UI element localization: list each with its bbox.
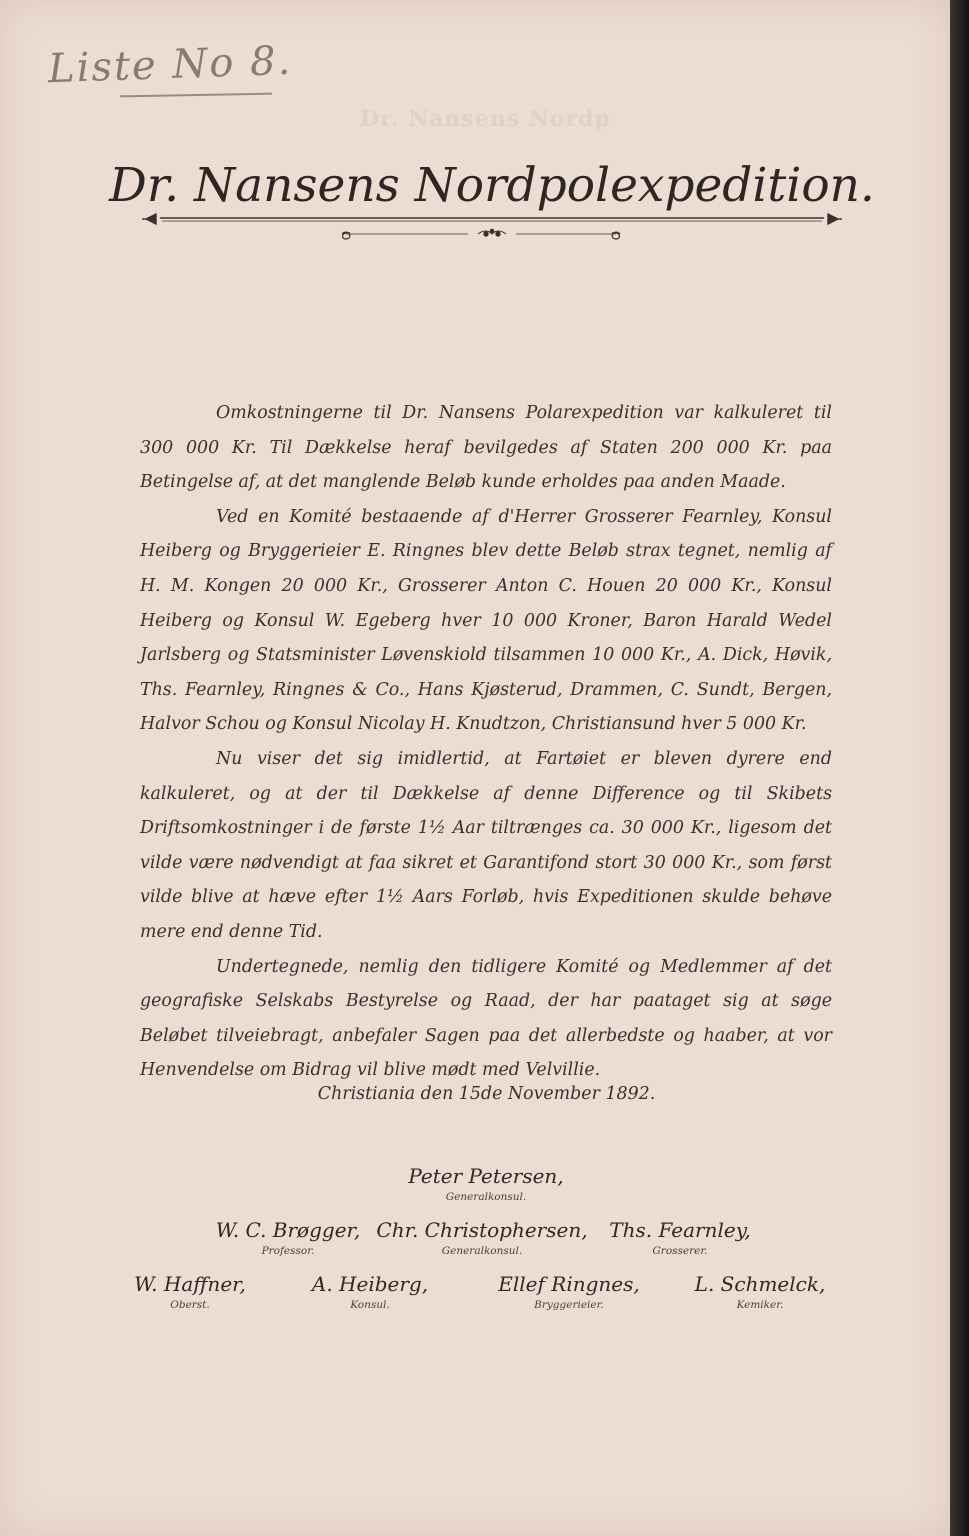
body-text	[140, 396, 832, 1088]
signature-block	[362, 1218, 602, 1257]
signatory-name: Peter Petersen,	[408, 1164, 564, 1188]
paragraph-3: Nu viser det sig imidlertid, at Fartøiet er bleven dyrere end kalkuleret, og at der til Dækkelse af denne Difference og til Skibets Driftsomkostninger i de første 1½ Aar tiltrænges ca. 30 000 Kr., ligesom det vilde være nødvendigt at faa sikret et Garantifond stort 30 000 Kr., som først vilde blive at hæve efter 1½ Aars Forløb, hvis Expeditionen skulde behøve mere end denne Tid.	[140, 748, 832, 942]
title-ornament	[142, 204, 842, 244]
signature-block	[590, 1218, 770, 1257]
signatory-title: Bryggerieier.	[534, 1299, 604, 1311]
signatory-name: W. C. Brøgger,	[215, 1218, 361, 1242]
signature-block	[120, 1272, 260, 1311]
signatory-title: Professor.	[261, 1245, 315, 1257]
handwritten-underline	[120, 93, 272, 98]
signatory-title: Generalkonsul.	[441, 1245, 523, 1257]
signatory-name: W. Haffner,	[134, 1272, 246, 1296]
signatory-title: Konsul.	[350, 1299, 390, 1311]
signature-block	[690, 1272, 830, 1311]
signatory-title: Grosserer.	[652, 1245, 708, 1257]
signatory-name: Chr. Christophersen,	[376, 1218, 588, 1242]
signature-block	[198, 1218, 378, 1257]
signature-block	[386, 1164, 586, 1203]
signatory-title: Generalkonsul.	[445, 1191, 527, 1203]
signatory-name: A. Heiberg,	[311, 1272, 429, 1296]
paragraph-1: Omkostningerne til Dr. Nansens Polarexpedition var kalkuleret til 300 000 Kr. Til Dækkelse heraf bevilgedes af Staten 200 000 Kr. paa Betingelse af, at det manglende Beløb kunde erholdes paa anden Maade.	[140, 403, 832, 493]
signature-block	[300, 1272, 440, 1311]
paragraph-2: Ved en Komité bestaaende af d'Herrer Grosserer Fearnley, Konsul Heiberg og Bryggerieier E. Ringnes blev dette Beløb strax tegnet, nemlig af H. M. Kongen 20 000 Kr., Grosserer Anton C. Houen 20 000 Kr., Konsul Heiberg og Konsul W. Egeberg hver 10 000 Kroner, Baron Harald Wedel Jarlsberg og Statsminister Løvenskiold tilsammen 10 000 Kr., A. Dick, Høvik, Ths. Fearnley, Ringnes & Co., Hans Kjøsterud, Drammen, C. Sundt, Bergen, Halvor Schou og Konsul Nicolay H. Knudtzon, Christiansund hver 5 000 Kr.	[140, 506, 832, 735]
signatory-name: Ellef Ringnes,	[498, 1272, 640, 1296]
signatory-name: L. Schmelck,	[694, 1272, 826, 1296]
signatory-title: Oberst.	[170, 1299, 210, 1311]
scan-edge	[950, 0, 969, 1536]
signatory-title: Kemiker.	[736, 1299, 784, 1311]
signature-block	[484, 1272, 654, 1311]
bleed-through-text: Dr. Nansens Nordp	[360, 106, 611, 132]
paragraph-4: Undertegnede, nemlig den tidligere Komité og Medlemmer af det geografiske Selskabs Bestyrelse og Raad, der har paataget sig at søge Beløbet tilveiebragt, anbefaler Sagen paa det allerbedste og haaber, at vor Henvendelse om Bidrag vil blive mødt med Velvillie.	[140, 956, 832, 1081]
handwritten-list-number: Liste No 8.	[47, 37, 294, 93]
signatory-name: Ths. Fearnley,	[609, 1218, 751, 1242]
document-title: Dr. Nansens Nordpolexpedition.	[109, 158, 875, 213]
dateline: Christiania den 15de November 1892.	[317, 1084, 656, 1104]
